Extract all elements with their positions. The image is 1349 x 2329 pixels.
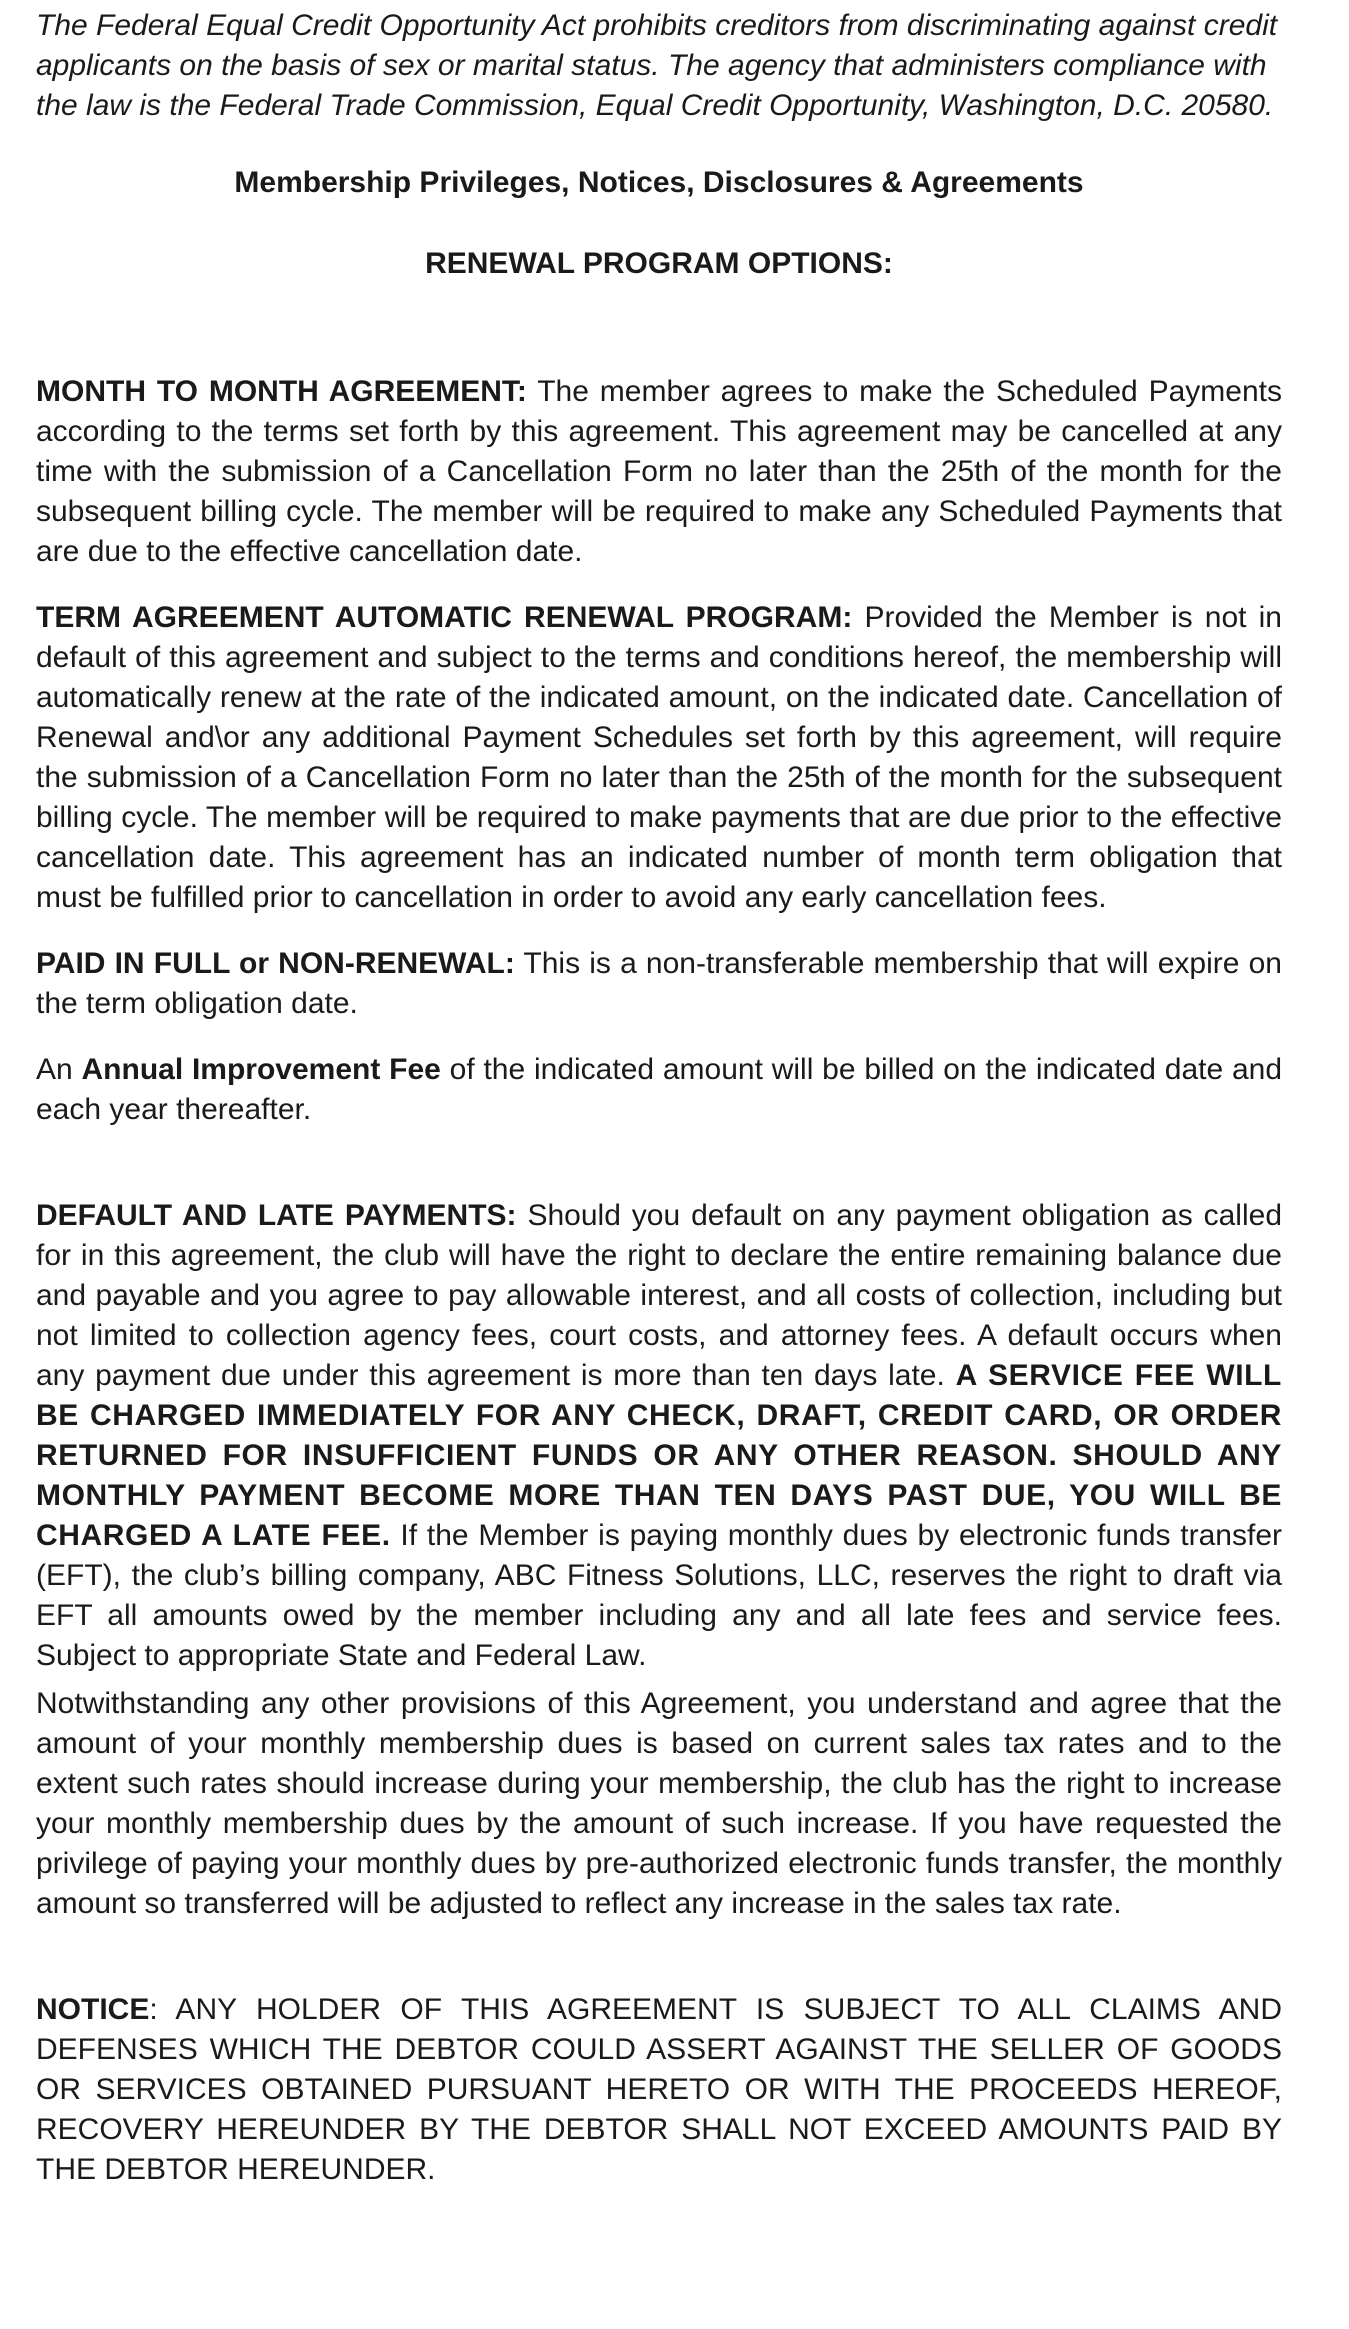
annual-fee-label: Annual Improvement Fee [81, 1053, 441, 1086]
term-agreement-text: Provided the Member is not in default of this agreement and subject to the terms and conditions hereof, the membership will automatically renew at the rate of the indicated amount, on the indicated date. Cancellation of Renewal and\or any additional Payment Schedules set forth by this agreement, will require the submission of a Cancellation Form no later than the 25th of the month for the subsequent billing cycle. The member will be required to make payments that are due prior to the effective cancellation date. This agreement has an indicated number of month term obligation that must be fulfilled prior to cancellation in order to avoid any early cancellation fees. [36, 601, 1282, 914]
paid-in-full-text: This is a non-transferable membership that will expire on the term obligation date. [36, 947, 1282, 1020]
annual-fee-before: An [36, 1053, 82, 1086]
month-to-month-label: MONTH TO MONTH AGREEMENT: [36, 375, 527, 408]
service-fee-warning: A SERVICE FEE WILL BE CHARGED IMMEDIATELY FOR ANY CHECK, DRAFT, CREDIT CARD, OR ORDER RETURNED FOR INSUFFICIENT FUNDS OR ANY OTHER REASON. SHOULD ANY MONTHLY PAYMENT BECOME MORE THAN TEN DAYS PAST DUE, YOU WILL BE CHARGED A LATE FEE. [36, 1359, 1282, 1552]
default-late-text: Should you default on any payment obligation as called for in this agreement, the club will have the right to declare the entire remaining balance due and payable and you agree to pay allowable interest, and all costs of collection, including but not limited to collection agency fees, court costs, and attorney fees. A default occurs when any payment due under this agreement is more than ten days late. [36, 1199, 1282, 1392]
notice-label: NOTICE [36, 1993, 150, 2026]
term-agreement-label: TERM AGREEMENT AUTOMATIC RENEWAL PROGRAM: [36, 601, 853, 634]
notice-text: : ANY HOLDER OF THIS AGREEMENT IS SUBJECT TO ALL CLAIMS AND DEFENSES WHICH THE DEBTOR COULD ASSERT AGAINST THE SELLER OF GOODS OR SERVICES OBTAINED PURSUANT HERETO OR WITH THE PROCEEDS HEREOF, RECOVERY HEREUNDER BY THE DEBTOR SHALL NOT EXCEED AMOUNTS PAID BY THE DEBTOR HEREUNDER. [36, 1993, 1282, 2186]
annual-fee-after: of the indicated amount will be billed on the indicated date and each year thereafter. [36, 1053, 1283, 1126]
term-agreement-paragraph [36, 598, 1282, 918]
document-page [36, 6, 1282, 2190]
renewal-options-heading: RENEWAL PROGRAM OPTIONS: [425, 247, 893, 280]
month-to-month-text: The member agrees to make the Scheduled Payments according to the terms set forth by this agreement. This agreement may be cancelled at any time with the submission of a Cancellation Form no later than the 25th of the month for the subsequent billing cycle. The member will be required to make any Scheduled Payments that are due to the effective cancellation date. [36, 375, 1282, 568]
default-late-tail: If the Member is paying monthly dues by electronic funds transfer (EFT), the club’s billing company, ABC Fitness Solutions, LLC, reserves the right to draft via EFT all amounts owed by the member including any and all late fees and service fees. Subject to appropriate State and Federal Law. [36, 1519, 1282, 1672]
sales-tax-paragraph: Notwithstanding any other provisions of this Agreement, you understand and agree that the amount of your monthly membership dues is based on current sales tax rates and to the extent such rates should increase during your membership, the club has the right to increase your monthly membership dues by the amount of such increase. If you have requested the privilege of paying your monthly dues by pre-authorized electronic funds transfer, the monthly amount so transferred will be adjusted to reflect any increase in the sales tax rate. [36, 1687, 1282, 1920]
default-late-payments-paragraph [36, 1196, 1282, 1676]
paid-in-full-paragraph [36, 944, 1282, 1024]
document-title: Membership Privileges, Notices, Disclosures & Agreements [234, 166, 1084, 199]
paid-in-full-label: PAID IN FULL or NON-RENEWAL: [36, 947, 515, 980]
ecoa-intro-paragraph: The Federal Equal Credit Opportunity Act prohibits creditors from discriminating against credit applicants on the basis of sex or marital status. The agency that administers compliance with the law is the Federal Trade Commission, Equal Credit Opportunity, Washington, D.C. 20580. [36, 9, 1278, 122]
annual-fee-paragraph [36, 1050, 1282, 1130]
month-to-month-paragraph [36, 372, 1282, 572]
default-late-label: DEFAULT AND LATE PAYMENTS: [36, 1199, 517, 1232]
holder-notice-paragraph [36, 1990, 1282, 2190]
